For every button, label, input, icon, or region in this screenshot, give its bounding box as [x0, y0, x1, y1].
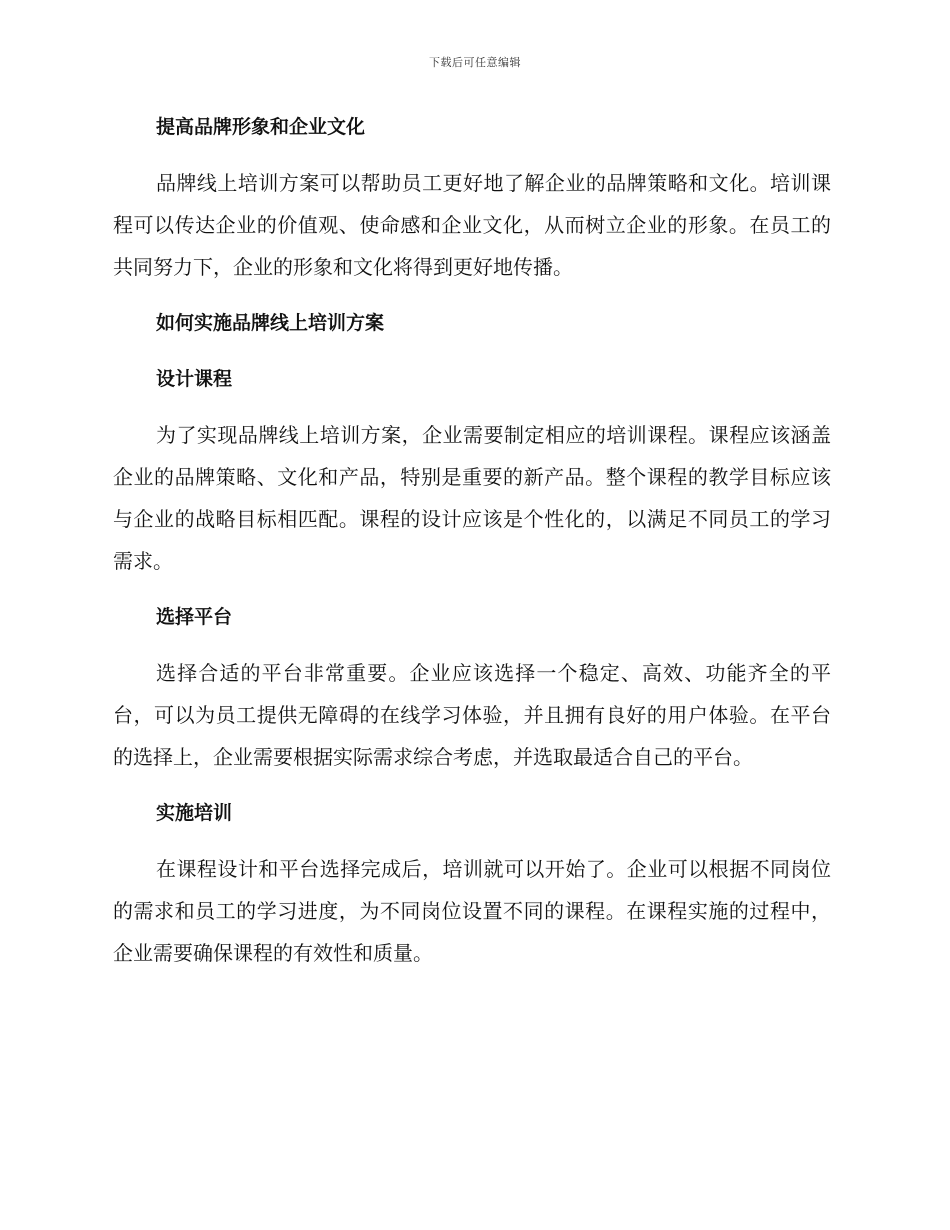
- document-body: [113, 112, 831, 994]
- section-paragraph: 在课程设计和平台选择完成后，培训就可以开始了。企业可以根据不同岗位的需求和员工的学习进度，为不同岗位设置不同的课程。在课程实施的过程中，企业需要确保课程的有效性和质量。: [113, 857, 831, 965]
- section-heading: 选择平台: [156, 606, 233, 628]
- section-choose-platform: [113, 602, 831, 778]
- section-design-course: [113, 364, 831, 582]
- page-header: 下载后可任意编辑: [429, 56, 521, 69]
- section-paragraph: 选择合适的平台非常重要。企业应该选择一个稳定、高效、功能齐全的平台，可以为员工提供无障碍的在线学习体验，并且拥有良好的用户体验。在平台的选择上，企业需要根据实际需求综合考虑，并选取最适合自己的平台。: [113, 661, 831, 769]
- section-heading: 如何实施品牌线上培训方案: [156, 312, 385, 334]
- section-heading: 设计课程: [156, 368, 233, 390]
- section-implement-training: [113, 798, 831, 974]
- section-paragraph: 品牌线上培训方案可以帮助员工更好地了解企业的品牌策略和文化。培训课程可以传达企业的价值观、使命感和企业文化，从而树立企业的形象。在员工的共同努力下，企业的形象和文化将得到更好地传播。: [113, 171, 831, 279]
- section-how-to-implement: [113, 308, 831, 338]
- section-heading: 实施培训: [156, 802, 233, 824]
- section-heading: 提高品牌形象和企业文化: [156, 116, 366, 138]
- section-paragraph: 为了实现品牌线上培训方案，企业需要制定相应的培训课程。课程应该涵盖企业的品牌策略、文化和产品，特别是重要的新产品。整个课程的教学目标应该与企业的战略目标相匹配。课程的设计应该是个性化的，以满足不同员工的学习需求。: [113, 423, 831, 573]
- section-brand-image: [113, 112, 831, 288]
